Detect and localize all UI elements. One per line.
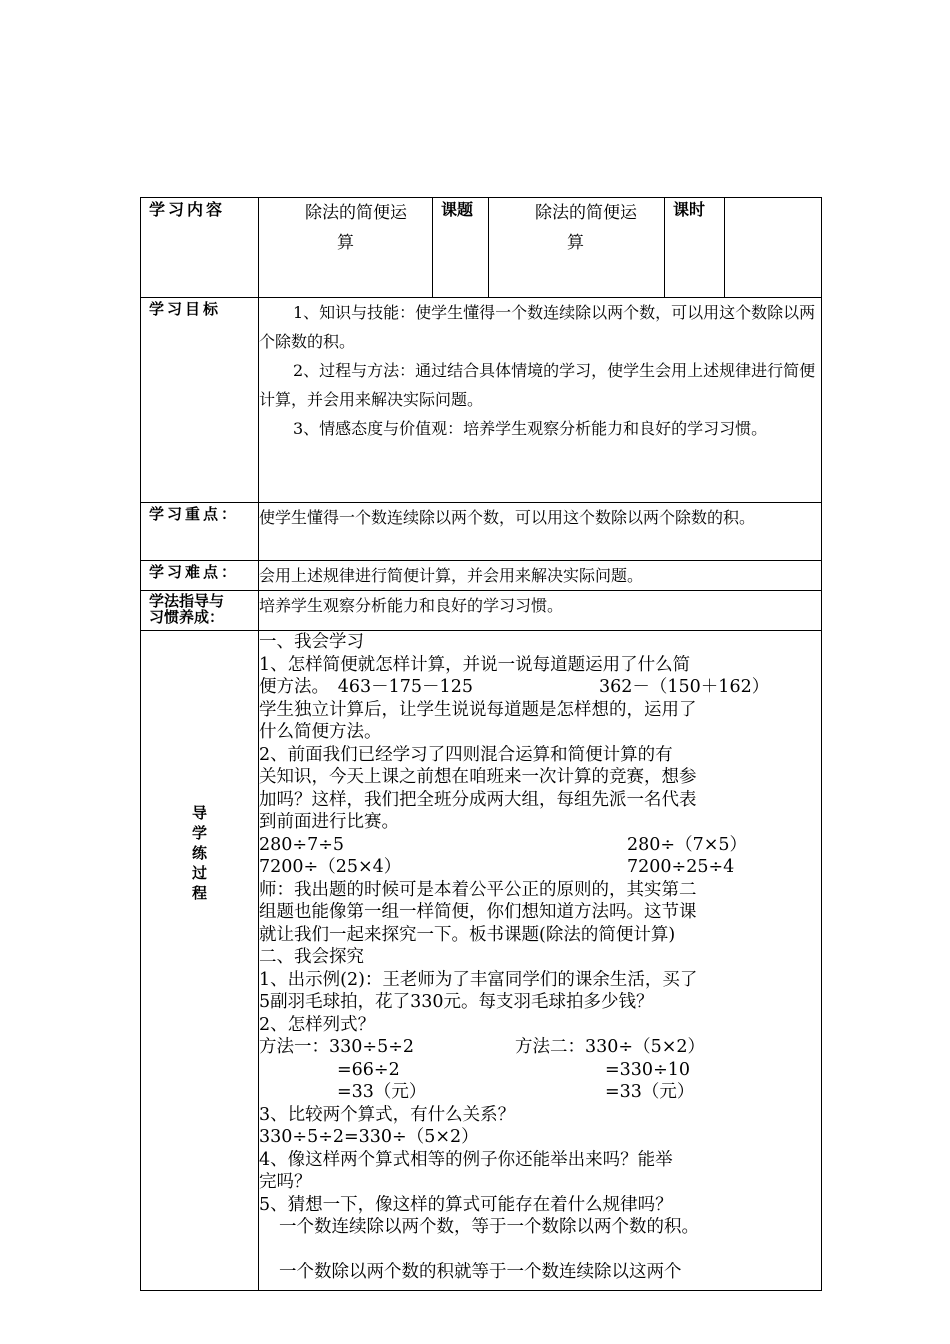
goals-label: 学习目标 <box>149 300 222 318</box>
content-label-cell <box>141 198 259 298</box>
content-label: 学习内容 <box>149 200 226 219</box>
text-line: 到前面进行比赛。 <box>259 812 399 832</box>
topic-value-line1: 除法的简便运 <box>535 203 637 223</box>
process-label-char-3: 练 <box>191 844 207 862</box>
content-value-line1: 除法的简便运 <box>305 203 407 223</box>
expression: 280÷（7×5） <box>627 834 747 855</box>
expression: 7200÷25÷4 <box>627 857 735 877</box>
key-point-text: 使学生懂得一个数连续除以两个数，可以用这个数除以两个除数的积。 <box>259 503 822 561</box>
text-line: 4、像这样两个算式相等的例子你还能举出来吗？能举 <box>259 1149 673 1170</box>
key-point-label: 学习重点： <box>149 505 240 523</box>
expression: 便方法。 463－175－125 <box>259 677 473 697</box>
method-row <box>141 591 822 631</box>
text-line: 330÷5÷2=330÷（5×2） <box>259 1127 479 1147</box>
text-line: 学生独立计算后，让学生说说每道题是怎样想的，运用了 <box>259 699 697 720</box>
process-label-char-5: 程 <box>191 884 207 902</box>
step: =330÷10 <box>605 1059 690 1080</box>
text-line: 完吗？ <box>259 1172 312 1192</box>
text-line: 3、比较两个算式，有什么关系？ <box>259 1104 516 1125</box>
text-line: 2、前面我们已经学习了四则混合运算和简便计算的有 <box>259 744 673 765</box>
lesson-plan-table <box>140 197 822 1291</box>
text-line <box>259 1036 821 1059</box>
content-value-line2: 算 <box>337 233 354 253</box>
text-line: 1、怎样简便就怎样计算，并说一说每道题运用了什么简 <box>259 654 691 675</box>
text-line <box>259 1059 821 1082</box>
step: =33（元） <box>337 1082 427 1102</box>
process-label-char-4: 过 <box>191 864 207 882</box>
expression: 362－（150＋162） <box>599 677 770 697</box>
section-heading-explore: 二、我会探究 <box>259 947 364 967</box>
difficulty-label: 学习难点： <box>149 563 240 581</box>
text-line: 什么简便方法。 <box>259 722 382 742</box>
difficulty-text: 会用上述规律进行简便计算，并会用来解决实际问题。 <box>259 561 822 591</box>
text-line: 关知识，今天上课之前想在咱班来一次计算的竞赛，想参 <box>259 767 697 787</box>
text-line: 组题也能像第一组一样简便，你们想知道方法吗。这节课 <box>259 902 697 922</box>
hours-label: 课时 <box>673 200 706 219</box>
process-row <box>141 631 822 1291</box>
method-two: 方法二：330÷（5×2） <box>515 1037 705 1057</box>
topic-label: 课题 <box>441 200 474 219</box>
text-line <box>259 1081 821 1104</box>
difficulty-row <box>141 561 822 591</box>
process-label-char-2: 学 <box>191 824 207 842</box>
goals-cell <box>259 298 822 503</box>
process-content <box>259 631 822 1291</box>
goal-item-2: 2、过程与方法：通过结合具体情境的学习，使学生会用上述规律进行简便计算，并会用来解决实际问题。 <box>259 361 816 409</box>
goals-label-cell <box>141 298 259 503</box>
method-one: 方法一：330÷5÷2 <box>259 1037 414 1057</box>
rule-statement: 一个数除以两个数的积就等于一个数连续除以这两个 <box>279 1261 682 1282</box>
topic-label-cell <box>433 198 489 298</box>
hours-label-cell <box>665 198 725 298</box>
goal-item-3: 3、情感态度与价值观：培养学生观察分析能力和良好的学习习惯。 <box>293 419 768 438</box>
text-line: 2、怎样列式？ <box>259 1014 376 1035</box>
process-label-cell <box>141 631 259 1291</box>
text-line <box>259 856 821 879</box>
text-line: 加吗？这样，我们把全班分成两大组，每组先派一名代表 <box>259 789 697 810</box>
content-value-cell <box>259 198 433 298</box>
topic-value-line2: 算 <box>567 233 584 253</box>
text-line: 就让我们一起来探究一下。板书课题(除法的简便计算) <box>259 924 676 945</box>
goals-row <box>141 298 822 503</box>
text-line <box>259 834 821 857</box>
key-point-row <box>141 503 822 561</box>
goal-item-1: 1、知识与技能：使学生懂得一个数连续除以两个数，可以用这个数除以两个除数的积。 <box>259 303 816 351</box>
process-label-char-1: 导 <box>191 804 207 822</box>
difficulty-label-cell <box>141 561 259 591</box>
method-label-line1: 学法指导与 <box>149 592 225 610</box>
rule-statement: 一个数连续除以两个数，等于一个数除以两个数的积。 <box>279 1217 699 1237</box>
text-line: 5副羽毛球拍，花了330元。每支羽毛球拍多少钱？ <box>259 992 654 1012</box>
text-line: 5、猜想一下，像这样的算式可能存在着什么规律吗？ <box>259 1194 673 1215</box>
expression: 280÷7÷5 <box>259 834 344 855</box>
text-line: 1、出示例(2)：王老师为了丰富同学们的课余生活，买了 <box>259 969 698 990</box>
text-line: 师：我出题的时候可是本着公平公正的原则的，其实第二 <box>259 879 697 900</box>
topic-value-cell <box>489 198 665 298</box>
text-line <box>259 676 821 699</box>
method-label-line2: 习惯养成： <box>149 608 225 626</box>
expression: 7200÷（25×4） <box>259 857 402 877</box>
method-label-cell <box>141 591 259 631</box>
key-point-label-cell <box>141 503 259 561</box>
header-row <box>141 198 822 298</box>
hours-value-cell <box>725 198 822 298</box>
method-text: 培养学生观察分析能力和良好的学习习惯。 <box>259 591 822 631</box>
step: =66÷2 <box>337 1059 400 1080</box>
step: =33（元） <box>605 1082 695 1102</box>
section-heading-learn: 一、我会学习 <box>259 632 364 652</box>
